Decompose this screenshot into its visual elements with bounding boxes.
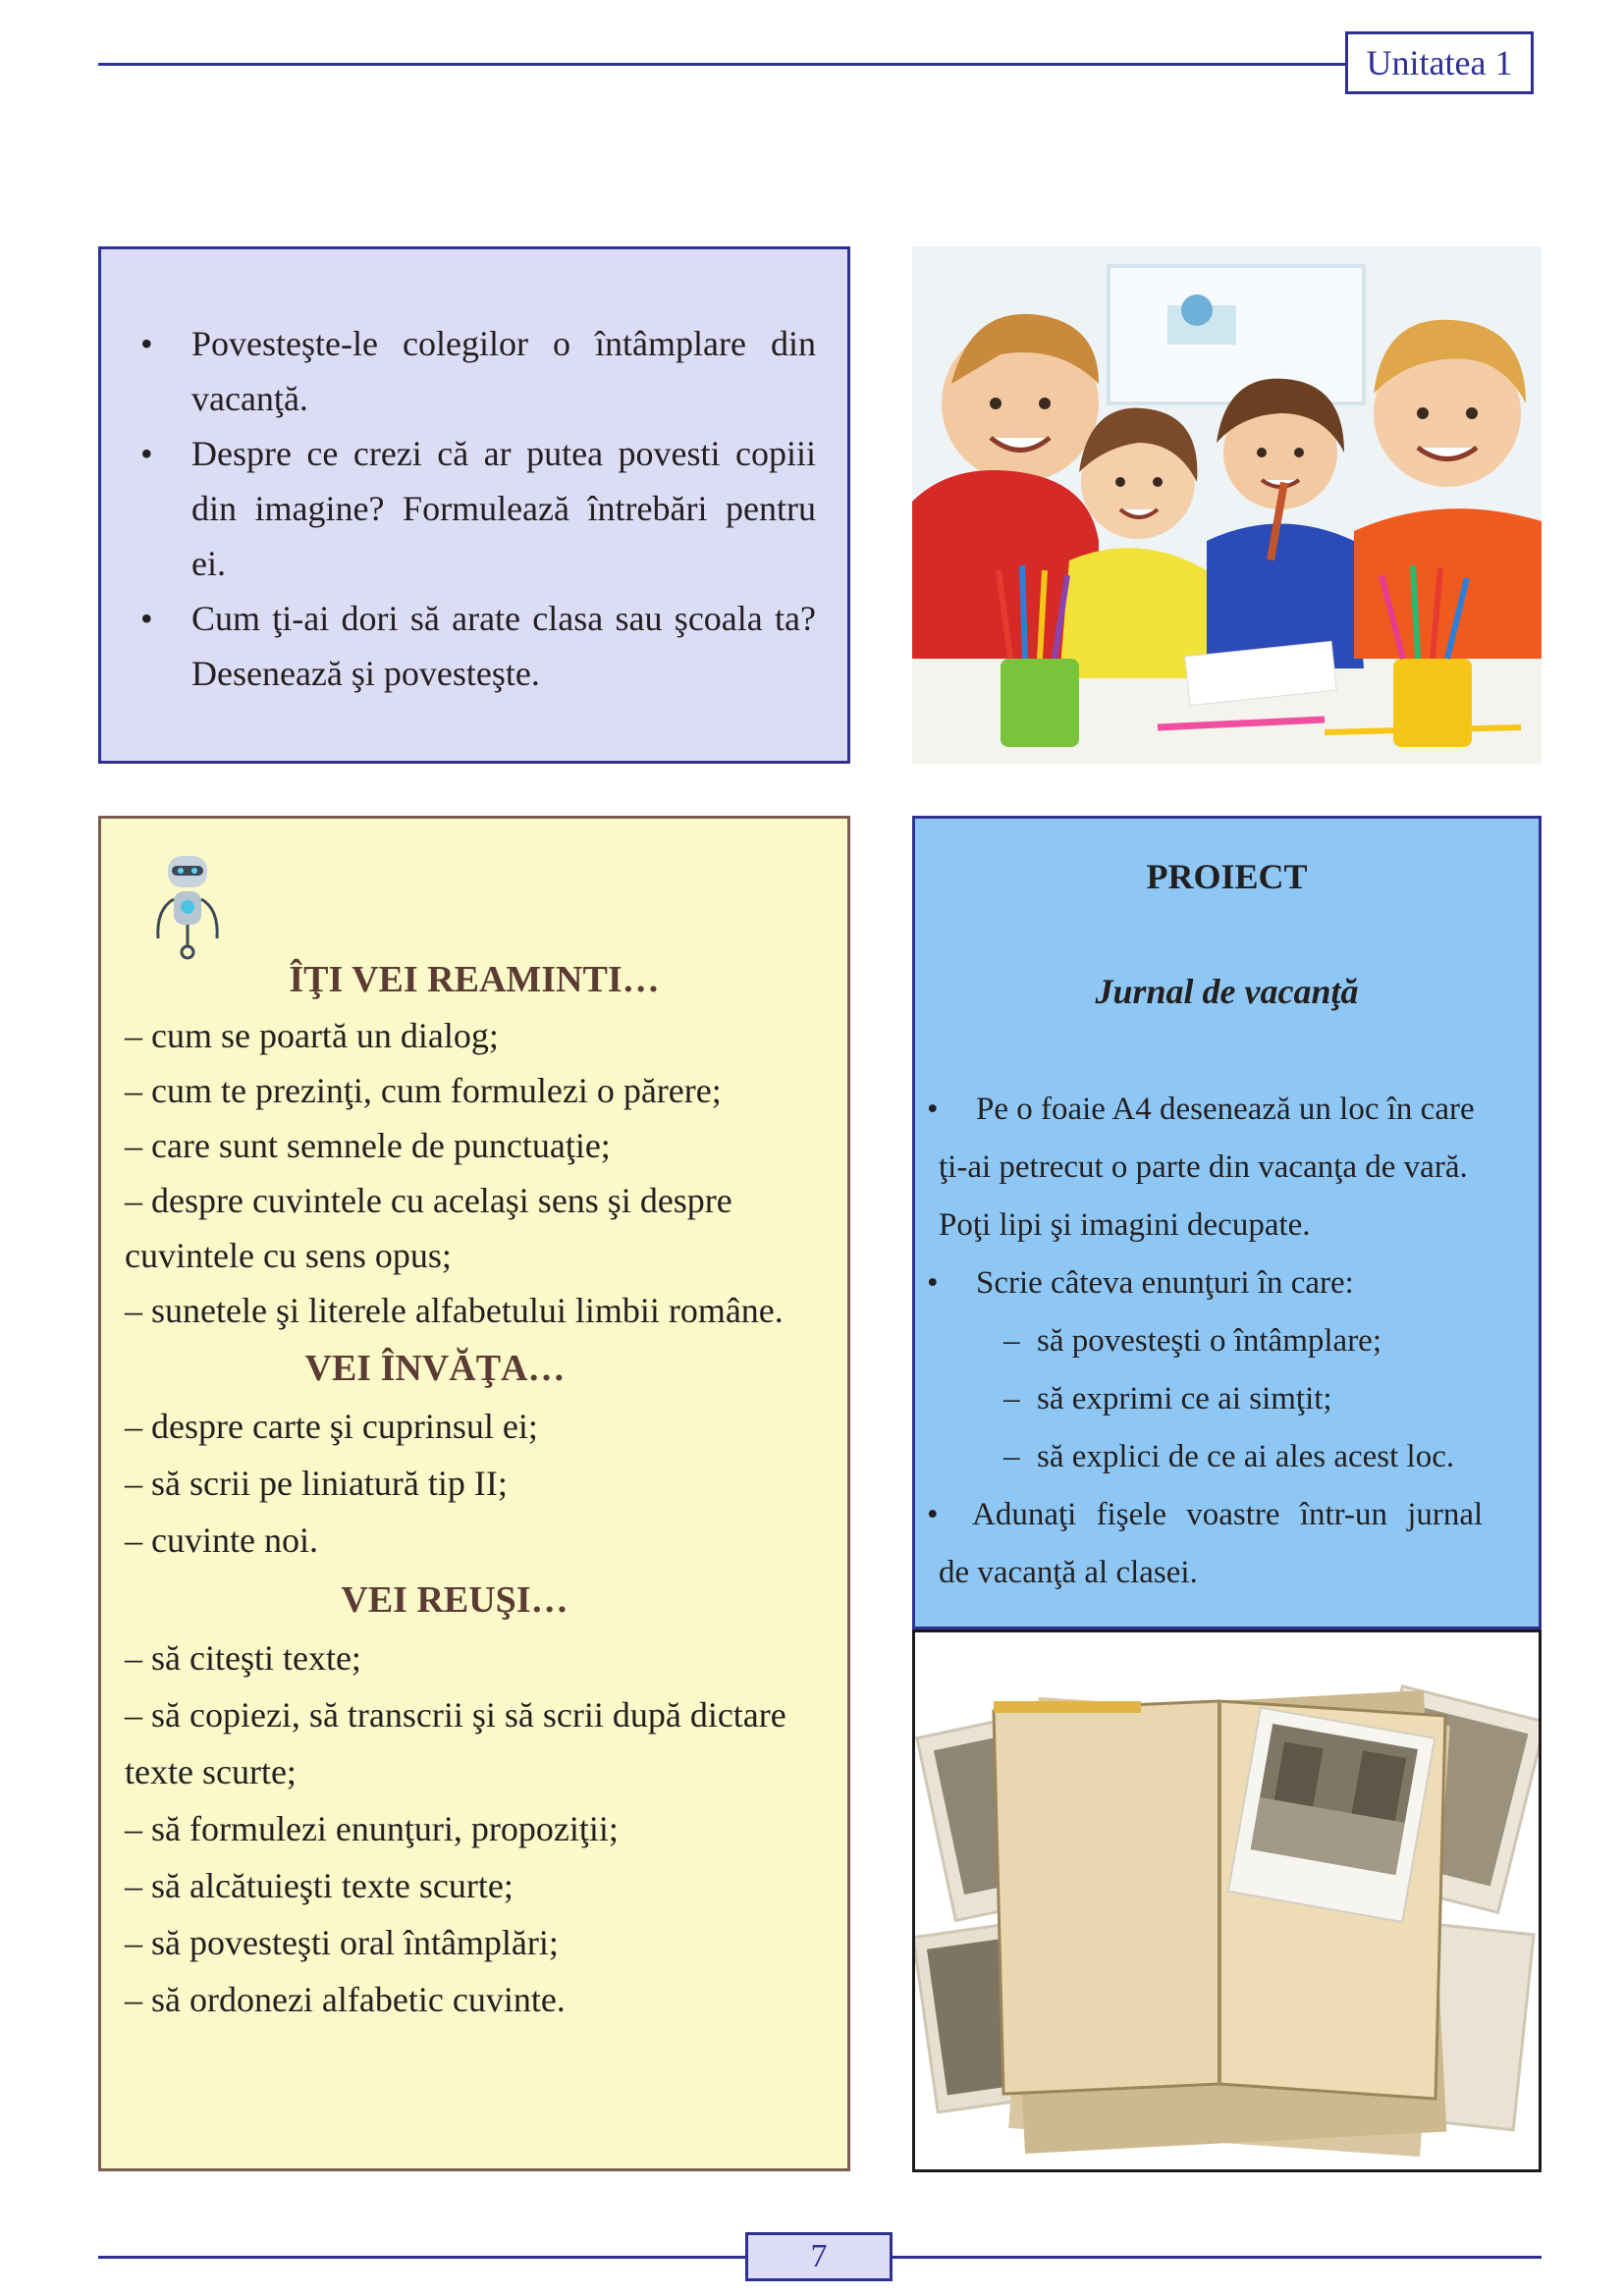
- header-rule: [98, 63, 1345, 66]
- succeed-line: – să povesteşti oral întâmplări;: [125, 1923, 559, 1962]
- succeed-line: – să citeşti texte;: [125, 1638, 361, 1678]
- learn-line: – să scrii pe liniatură tip II;: [125, 1464, 508, 1503]
- succeed-line: texte scurte;: [125, 1752, 297, 1791]
- project-sub-item: să explici de ce ai ales acest loc.: [1037, 1439, 1455, 1474]
- learn-line: – despre carte şi cuprinsul ei;: [125, 1407, 538, 1446]
- question-item: • Cum ţi-ai dori să arate clasa sau şcoala ta? Desenează şi povesteşte.: [191, 591, 816, 701]
- project-bullet3-line: de vacanţă al clasei.: [939, 1555, 1198, 1590]
- dash-mark: –: [1003, 1323, 1020, 1359]
- book-illustration: [915, 1632, 1539, 2169]
- remember-line: – care sunt semnele de punctuaţie;: [125, 1126, 611, 1165]
- children-classroom-photo: [912, 246, 1542, 764]
- succeed-heading: VEI REUŞI…: [341, 1579, 568, 1621]
- vacation-journal-photo: [912, 1629, 1542, 2172]
- learn-heading: VEI ÎNVĂŢA…: [304, 1348, 566, 1389]
- page-number: 7: [745, 2232, 893, 2281]
- bullet-mark: •: [927, 1497, 939, 1532]
- project-bullet2: Scrie câteva enunţuri în care:: [976, 1265, 1354, 1301]
- unit-label: Unitatea 1: [1345, 31, 1534, 94]
- dash-mark: –: [1003, 1439, 1020, 1474]
- learn-line: – cuvinte noi.: [125, 1521, 318, 1560]
- remember-line: cuvintele cu sens opus;: [125, 1236, 452, 1275]
- project-bullet1-line: Pe o foaie A4 desenează un loc în care: [976, 1092, 1475, 1127]
- questions-box: [98, 246, 850, 764]
- project-bullet1-line: Poţi lipi şi imagini decupate.: [939, 1207, 1311, 1243]
- bullet-mark: •: [927, 1265, 939, 1301]
- children-illustration: [912, 246, 1542, 764]
- question-item: • Povesteşte-le colegilor o întâmplare din vacanţă.: [191, 316, 816, 426]
- succeed-line: – să formulezi enunţuri, propoziţii;: [125, 1809, 619, 1848]
- project-subtitle: Jurnal de vacanţă: [1095, 972, 1359, 1011]
- project-sub-item: să povesteşti o întâmplare;: [1037, 1323, 1381, 1359]
- robot-icon: [148, 850, 227, 964]
- project-box: [912, 816, 1542, 1629]
- remember-line: – despre cuvintele cu acelaşi sens şi despre: [125, 1181, 732, 1220]
- dash-mark: –: [1003, 1381, 1020, 1416]
- project-title: PROIECT: [1146, 857, 1308, 896]
- succeed-line: – să copiezi, să transcrii şi să scrii după dictare: [125, 1695, 786, 1735]
- questions-list: [191, 316, 816, 701]
- project-bullet3-line: Adunaţi fişele voastre într-un jurnal: [972, 1497, 1484, 1532]
- remember-line: – cum se poartă un dialog;: [125, 1016, 499, 1055]
- question-item: • Despre ce crezi că ar putea povesti copiii din imagine? Formulează întrebări pentru ei.: [191, 426, 816, 591]
- project-bullet1-line: ţi-ai petrecut o parte din vacanţa de vară.: [939, 1149, 1468, 1185]
- succeed-line: – să ordonezi alfabetic cuvinte.: [125, 1980, 566, 2019]
- remember-heading: ÎŢI VEI REAMINTI…: [289, 959, 660, 1000]
- remember-line: – cum te prezinţi, cum formulezi o părere;: [125, 1071, 722, 1110]
- succeed-line: – să alcătuieşti texte scurte;: [125, 1866, 514, 1905]
- remember-line: – sunetele şi literele alfabetului limbii române.: [125, 1291, 784, 1330]
- project-sub-item: să exprimi ce ai simţit;: [1037, 1381, 1332, 1416]
- learning-objectives-box: [98, 816, 850, 2171]
- bullet-mark: •: [927, 1092, 939, 1127]
